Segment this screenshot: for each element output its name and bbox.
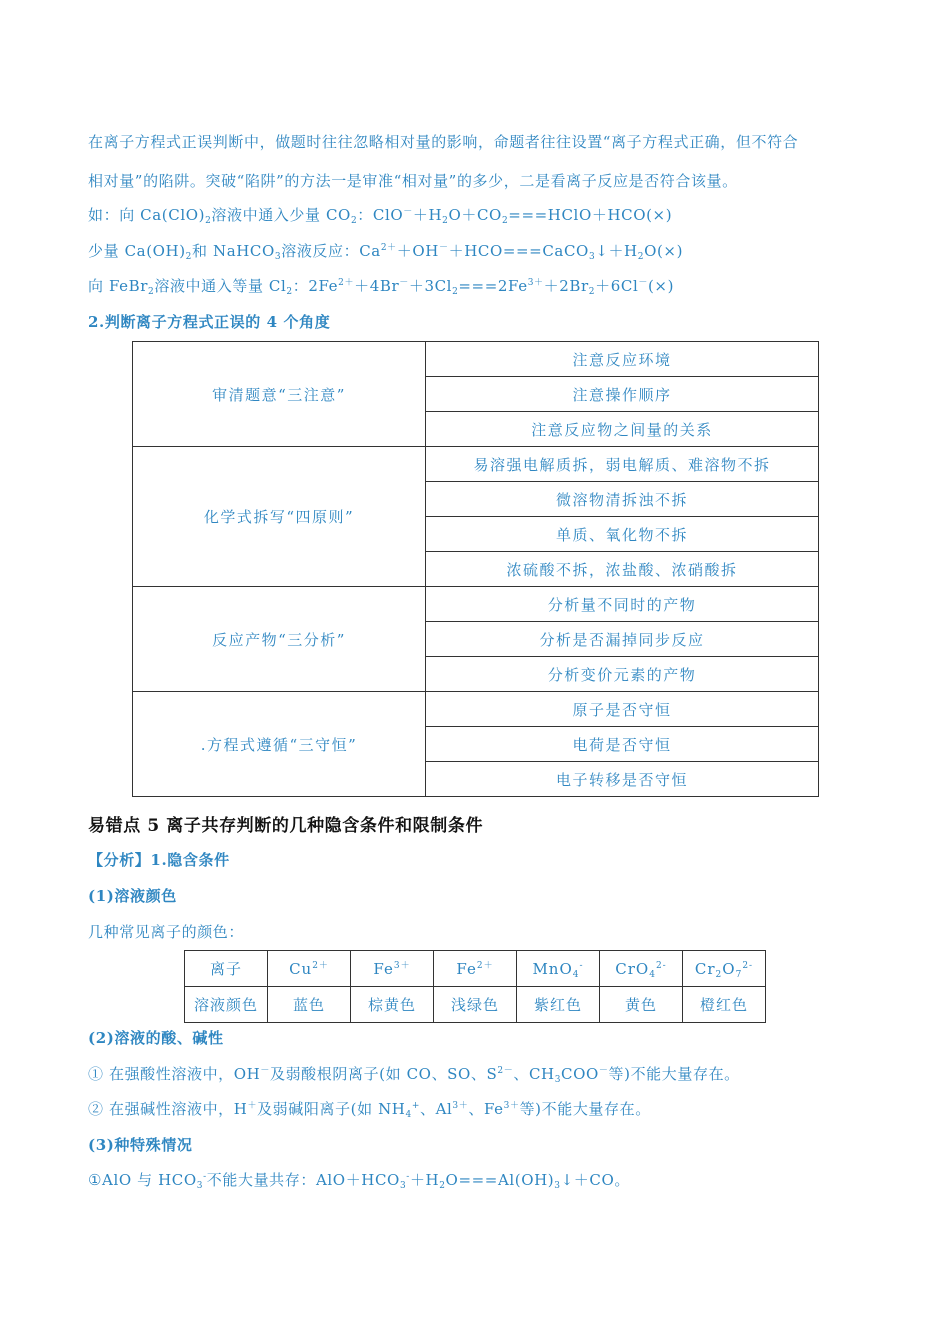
angle-item: 电子转移是否守恒 [426, 762, 819, 797]
color-cell: 棕黄色 [351, 987, 434, 1023]
color-intro: 几种常见离子的颜色： [88, 923, 245, 941]
color-heading: (1)溶液颜色 [88, 887, 177, 905]
ion-cell: $Fe^{3+}$ [351, 951, 434, 987]
example-line-1: 如：向 $Ca(ClO)_2$溶液中通入少量 $CO_2$：$ClO^-+H_2O+CO_2===HClO+HCO(\times)$ [88, 206, 673, 226]
angle-item: 单质、氧化物不拆 [426, 517, 819, 552]
acid-line-1: ① 在强酸性溶液中，OH－及弱酸根阴离子(如 CO、SO、$S^{2-}$、$CH_3COO^-$等)不能大量存在。 [88, 1065, 740, 1085]
acid-base-heading: (2)溶液的酸、碱性 [88, 1029, 224, 1047]
analysis-title: 1.隐含条件 [150, 851, 230, 869]
section-5-title: 易错点 5 离子共存判断的几种隐含条件和限制条件 [88, 816, 484, 836]
angle-item: 原子是否守恒 [426, 692, 819, 727]
paragraph-line-1: 在离子方程式正误判断中，做题时往往忽略相对量的影响，命题者往往设置“离子方程式正确，但不符合 [88, 133, 799, 151]
color-cell: 黄色 [600, 987, 683, 1023]
ion-cell: MnO$_4$- [517, 951, 600, 987]
angle-item: 微溶物清拆浊不拆 [426, 482, 819, 517]
special-line-1: ①AlO 与 $HCO_3^-$不能大量共存：$AlO+HCO_3^-+H_2O===Al(OH)_3↓+CO$。 [88, 1171, 630, 1191]
angle-item: 分析量不同时的产物 [426, 587, 819, 622]
angle-category: 反应产物“三分析” [133, 587, 426, 692]
ion-header-label: 离子 [185, 951, 268, 987]
angle-item: 注意反应物之间量的关系 [426, 412, 819, 447]
angle-item: 注意操作顺序 [426, 377, 819, 412]
angle-item: 浓硫酸不拆，浓盐酸、浓硝酸拆 [426, 552, 819, 587]
color-cell: 蓝色 [268, 987, 351, 1023]
angle-item: 注意反应环境 [426, 342, 819, 377]
ion-cell: CrO$_4^{2-}$ [600, 951, 683, 987]
color-cell: 橙红色 [683, 987, 766, 1023]
ion-cell: $Fe^{2+}$ [434, 951, 517, 987]
angle-item: 分析是否漏掉同步反应 [426, 622, 819, 657]
special-heading: (3)种特殊情况 [88, 1136, 193, 1154]
ion-color-table [184, 950, 766, 1023]
ion-cell: $Cr_2O_7^{2-}$ [683, 951, 766, 987]
angle-category: 化学式拆写“四原则” [133, 447, 426, 587]
heading-four-angles: 2.判断离子方程式正误的 4 个角度 [88, 313, 331, 331]
example-line-3: 向 FeBr$_2$溶液中通入等量 $Cl_2$：$2Fe^{2+}+4Br^-+3Cl_2===2Fe^{3+}+2Br_2+6Cl^-(\times)$ [88, 277, 675, 297]
analysis-bracket: 【分析】 [88, 851, 151, 869]
angles-table [132, 341, 819, 797]
paragraph-line-2: 相对量”的陷阱。突破“陷阱”的方法一是审准“相对量”的多少，二是看离子反应是否符合该量。 [88, 172, 738, 190]
angle-item: 易溶强电解质拆，弱电解质、难溶物不拆 [426, 447, 819, 482]
angle-item: 电荷是否守恒 [426, 727, 819, 762]
color-cell: 浅绿色 [434, 987, 517, 1023]
base-line-2: ② 在强碱性溶液中，H＋及弱碱阳离子(如 $NH_4^+$、$Al^{3+}$、$Fe^{3+}$等)不能大量存在。 [88, 1100, 651, 1120]
analysis-heading [88, 849, 230, 870]
angle-item: 分析变价元素的产物 [426, 657, 819, 692]
angle-category: 审清题意“三注意” [133, 342, 426, 447]
color-header-label: 溶液颜色 [185, 987, 268, 1023]
color-cell: 紫红色 [517, 987, 600, 1023]
angle-category: .方程式遵循“三守恒” [133, 692, 426, 797]
example-line-2: 少量 $Ca(OH)_2$和 NaHCO$_3$溶液反应：$Ca^{2+}+OH^-+HCO===CaCO_3↓+H_2O(\times)$ [88, 242, 684, 262]
ion-cell: $Cu^{2+}$ [268, 951, 351, 987]
